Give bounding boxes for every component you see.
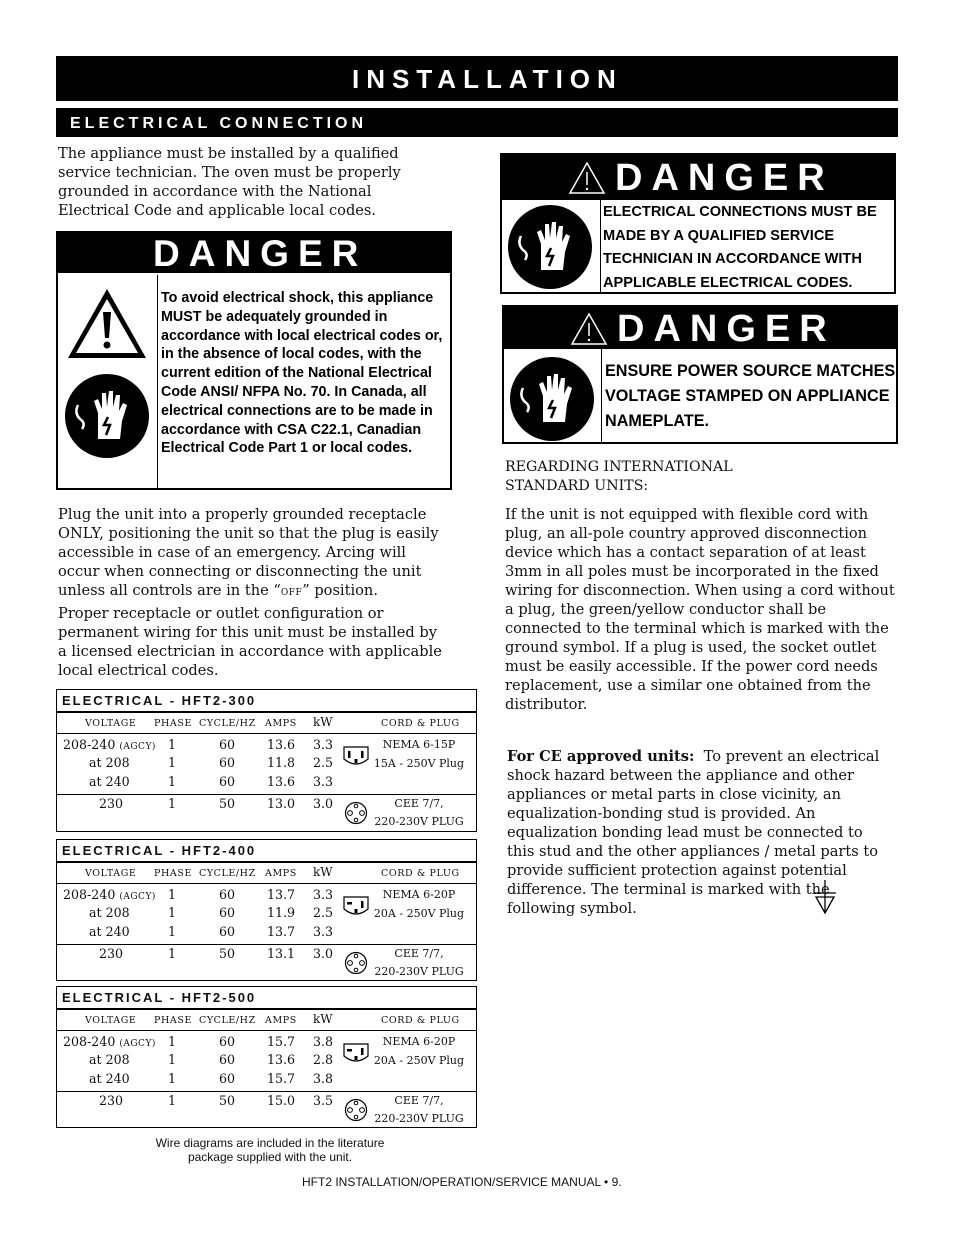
danger-qualified-text: ELECTRICAL CONNECTIONS MUST BE MADE BY A QUALIFIED SERVICE TECHNICIAN IN ACCORDANCE WITH APPLICABLE ELECTRICAL CODES. [603, 204, 877, 291]
cell-kw: 3.0 [313, 946, 334, 961]
cee-plug-icon [344, 951, 368, 975]
cell-voltage: at 240 [89, 924, 130, 939]
plug-paragraph: Plug the unit into a properly grounded receptacle ONLY, positioning the unit so that the plug is easily accessible in case of an emergency. Arcing will occur when connecting or disconnecting the unit unless all controls are in the “OFF” position. [58, 506, 439, 599]
electric-shock-hand-icon [509, 356, 595, 442]
intl-heading: REGARDING INTERNATIONAL STANDARD UNITS: [505, 459, 733, 494]
electric-shock-hand-icon [64, 373, 150, 459]
receptacle-paragraph: Proper receptacle or outlet configuration or permanent wiring for this unit must be installed by a licensed electrician in accordance with applicable local electrical codes. [58, 605, 442, 679]
cell-kw: 3.3 [313, 887, 334, 902]
header-voltage: VOLTAGE [85, 718, 137, 729]
table-title: ELECTRICAL - HFT2-400 [62, 843, 257, 858]
cell-kw: 2.5 [313, 905, 334, 920]
cell-amps: 13.6 [267, 774, 296, 789]
header-cycle: CYCLE/HZ [199, 868, 256, 879]
table-title: ELECTRICAL - HFT2-500 [62, 990, 257, 1005]
cell-voltage: at 240 [89, 774, 130, 789]
header-kw: kW [313, 715, 333, 729]
cell-amps: 15.7 [267, 1071, 296, 1086]
cell-cycle: 60 [219, 905, 236, 920]
cell-phase: 1 [168, 1052, 177, 1067]
cell-amps: 13.7 [267, 887, 296, 902]
header-cycle: CYCLE/HZ [199, 718, 256, 729]
header-voltage: VOLTAGE [85, 868, 137, 879]
cell-cycle: 60 [219, 924, 236, 939]
section-header: INSTALLATION [56, 56, 898, 101]
table-row: 208-240 (AGCY) [63, 887, 156, 902]
cell-kw: 3.3 [313, 737, 334, 752]
warning-triangle-icon [568, 161, 606, 195]
electrical-table-hft2-500 [56, 986, 477, 1128]
cell-cycle: 50 [219, 796, 236, 811]
cell-phase: 1 [168, 1071, 177, 1086]
cell-cycle: 50 [219, 1093, 236, 1108]
header-cord: CORD & PLUG [381, 868, 460, 879]
equipotential-symbol-icon [812, 879, 838, 917]
header-kw: kW [313, 865, 333, 879]
plug-rating: 15A - 250V Plug [373, 757, 465, 770]
cell-kw: 2.8 [313, 1052, 334, 1067]
cell-amps: 15.7 [267, 1034, 296, 1049]
cell-kw: 3.8 [313, 1071, 334, 1086]
header-amps: AMPS [265, 868, 297, 879]
cell-kw: 3.3 [313, 774, 334, 789]
cell-amps: 11.8 [267, 755, 296, 770]
header-phase: PHASE [154, 718, 192, 729]
nema-plug-icon [341, 745, 371, 769]
cell-kw: 3.3 [313, 924, 334, 939]
cell-phase: 1 [168, 1093, 177, 1108]
cell-amps: 13.6 [267, 737, 296, 752]
cell-voltage: at 208 [89, 905, 130, 920]
cell-cycle: 60 [219, 755, 236, 770]
cell-cycle: 60 [219, 1052, 236, 1067]
cell-cycle: 60 [219, 737, 236, 752]
header-amps: AMPS [265, 1015, 297, 1026]
danger-box-voltage [502, 305, 898, 444]
intl-paragraph: If the unit is not equipped with flexible cord with plug, an all-pole country approved disconnection device which has a contact separation of at least 3mm in all poles must be incorporated in the fixed wiring for disconnection. When using a cord without a plug, the green/yellow conductor shall be connected to the terminal which is marked with the ground symbol. If a plug is used, the socket outlet must be easily accessible. If the power cord needs replacement, use a similar one obtained from the distributor. [505, 506, 895, 713]
plug-rating: 220-230V PLUG [374, 815, 464, 828]
cell-voltage: 230 [99, 946, 124, 961]
danger-grounding-text: To avoid electrical shock, this appliance MUST be adequately grounded in accordance with local electrical codes or, in the absence of local codes, with the current edition of the National Electrical Code ANSI/ NFPA No. 70. In Canada, all electrical connections are to be made in accordance with CSA C22.1, Canadian Electrical Code Part 1 or local codes. [161, 290, 443, 457]
cell-phase: 1 [168, 924, 177, 939]
page-footer: HFT2 INSTALLATION/OPERATION/SERVICE MANUAL • 9. [302, 1175, 622, 1189]
table-row: 208-240 (AGCY) [63, 1034, 156, 1049]
cell-phase: 1 [168, 755, 177, 770]
cell-phase: 1 [168, 737, 177, 752]
table-row: 208-240 (AGCY) [63, 737, 156, 752]
plug-type: NEMA 6-20P [382, 888, 456, 901]
cell-voltage: 230 [99, 1093, 124, 1108]
cell-phase: 1 [168, 905, 177, 920]
table-title: ELECTRICAL - HFT2-300 [62, 693, 257, 708]
cee-plug-icon [344, 1098, 368, 1122]
plug-type: NEMA 6-15P [382, 738, 456, 751]
cell-voltage: at 208 [89, 1052, 130, 1067]
cee-plug-icon [344, 801, 368, 825]
header-cord: CORD & PLUG [381, 1015, 460, 1026]
danger-title: DANGER [58, 233, 450, 273]
electric-shock-hand-icon [507, 204, 593, 290]
header-kw: kW [313, 1012, 333, 1026]
cell-kw: 3.8 [313, 1034, 334, 1049]
danger-box-qualified [500, 153, 896, 294]
cell-phase: 1 [168, 1034, 177, 1049]
subsection-header: ELECTRICAL CONNECTION [56, 108, 898, 137]
cell-amps: 13.0 [267, 796, 296, 811]
cell-phase: 1 [168, 796, 177, 811]
plug-type: NEMA 6-20P [382, 1035, 456, 1048]
cell-phase: 1 [168, 946, 177, 961]
plug-rating: 220-230V PLUG [374, 965, 464, 978]
ce-paragraph: For CE approved units: To prevent an electrical shock hazard between the appliance and other appliances or metal parts in close vicinity, an equalization-bonding stud is provided. An equalization bonding lead must be connected to this stud and the other appliances / metal parts to provide sufficient protection against potential difference. The terminal is marked with the following symbol. [507, 748, 880, 917]
plug-rating: 220-230V PLUG [374, 1112, 464, 1125]
danger-title: DANGER [504, 307, 896, 349]
header-amps: AMPS [265, 718, 297, 729]
plug-rating: 20A - 250V Plug [373, 907, 465, 920]
cell-amps: 13.7 [267, 924, 296, 939]
wire-diagram-note: Wire diagrams are included in the literature package supplied with the unit. [155, 1136, 385, 1164]
cell-voltage: 230 [99, 796, 124, 811]
danger-voltage-text: ENSURE POWER SOURCE MATCHES VOLTAGE STAMPED ON APPLIANCE NAMEPLATE. [605, 362, 896, 430]
intro-paragraph: The appliance must be installed by a qualified service technician. The oven must be properly grounded in accordance with the National Electrical Code and applicable local codes. [58, 145, 401, 219]
nema-plug-icon [341, 895, 371, 919]
cell-kw: 2.5 [313, 755, 334, 770]
electrical-table-hft2-400 [56, 839, 477, 981]
plug-rating: 20A - 250V Plug [373, 1054, 465, 1067]
plug-type: CEE 7/7, [394, 1094, 444, 1107]
cell-kw: 3.0 [313, 796, 334, 811]
cell-cycle: 60 [219, 1034, 236, 1049]
cell-voltage: at 208 [89, 755, 130, 770]
cell-kw: 3.5 [313, 1093, 334, 1108]
warning-triangle-icon [570, 312, 608, 346]
cell-cycle: 50 [219, 946, 236, 961]
cell-amps: 13.6 [267, 1052, 296, 1067]
cell-amps: 15.0 [267, 1093, 296, 1108]
cell-amps: 11.9 [267, 905, 296, 920]
header-phase: PHASE [154, 1015, 192, 1026]
header-cord: CORD & PLUG [381, 718, 460, 729]
warning-triangle-icon [65, 286, 149, 361]
cell-cycle: 60 [219, 1071, 236, 1086]
cell-cycle: 60 [219, 887, 236, 902]
plug-type: CEE 7/7, [394, 797, 444, 810]
cell-amps: 13.1 [267, 946, 296, 961]
header-voltage: VOLTAGE [85, 1015, 137, 1026]
cell-phase: 1 [168, 774, 177, 789]
danger-title: DANGER [502, 155, 894, 200]
cell-phase: 1 [168, 887, 177, 902]
cell-voltage: at 240 [89, 1071, 130, 1086]
header-phase: PHASE [154, 868, 192, 879]
cell-cycle: 60 [219, 774, 236, 789]
plug-type: CEE 7/7, [394, 947, 444, 960]
ce-label: For CE approved units: [507, 748, 695, 765]
header-cycle: CYCLE/HZ [199, 1015, 256, 1026]
nema-plug-icon [341, 1042, 371, 1066]
danger-box-grounding [56, 231, 452, 490]
electrical-table-hft2-300 [56, 689, 477, 832]
